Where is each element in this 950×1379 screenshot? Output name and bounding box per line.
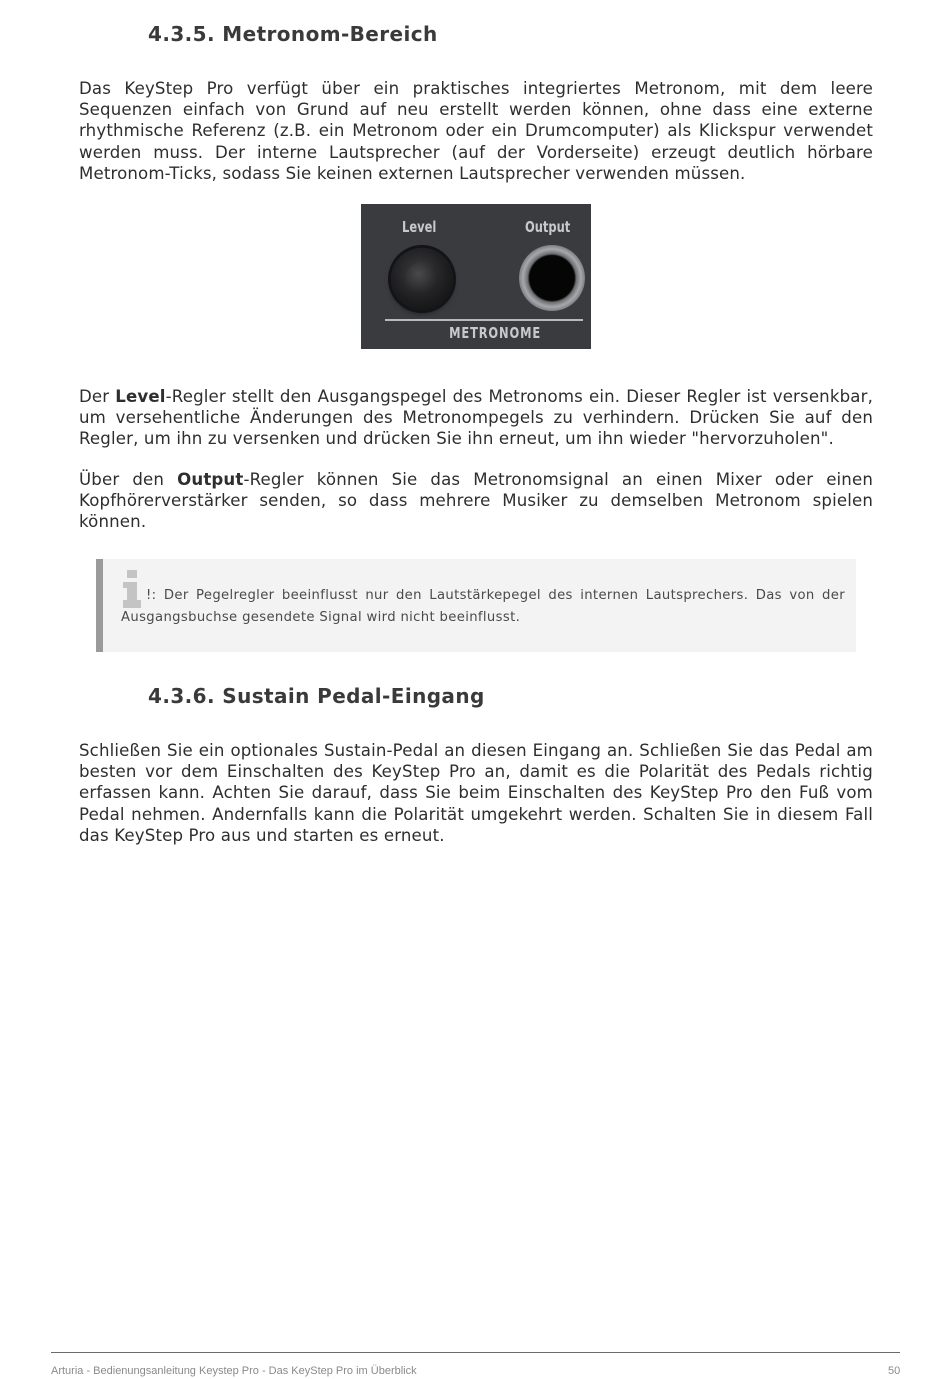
footer-divider xyxy=(51,1352,900,1353)
info-note-box xyxy=(96,559,856,652)
level-knob xyxy=(391,248,453,310)
level-label: Level xyxy=(402,218,437,236)
section-heading-metronome: 4.3.5. Metronom-Bereich xyxy=(148,22,438,46)
level-paragraph-post: -Regler stellt den Ausgangspegel des Metronoms ein. Dieser Regler ist versenkbar, um versehentliche Änderungen des Metronompegels zu verhindern. Drücken Sie auf den Regler, um ihn zu versenken und drücken Sie ihn erneut, um ihn wieder "hervorzuholen". xyxy=(79,387,874,449)
sustain-paragraph: Schließen Sie ein optionales Sustain-Pedal an diesen Eingang an. Schließen Sie das Pedal am besten vor dem Einschalten des KeyStep Pro an, damit es die Polarität des Pedals richtig erfassen kann. Achten Sie darauf, dass Sie beim Einschalten des KeyStep Pro den Fuß vom Pedal nehmen. Andernfalls kann die Polarität umgekehrt werden. Schalten Sie in diesem Fall das KeyStep Pro aus und starten es erneut. xyxy=(79,741,873,845)
output-label: Output xyxy=(524,218,571,236)
output-term: Output xyxy=(177,470,244,489)
metronome-section-label: METRONOME xyxy=(449,324,542,342)
output-paragraph xyxy=(79,469,873,533)
output-paragraph-pre: Über den xyxy=(79,470,178,489)
level-paragraph-pre: Der xyxy=(79,387,116,406)
metronome-intro-paragraph: Das KeyStep Pro verfügt über ein praktisches integriertes Metronom, mit dem leere Sequenzen einfach von Grund auf neu erstellt werden können, ohne dass eine externe rhythmische Referenz (z.B. ein Metronom oder ein Drumcomputer) als Klickspur verwendet werden muss. Der interne Lautsprecher (auf der Vorderseite) erzeugt deutlich hörbare Metronom-Ticks, sodass Sie keinen externen Lautsprecher verwenden müssen. xyxy=(79,79,873,183)
section-heading-sustain: 4.3.6. Sustain Pedal-Eingang xyxy=(148,684,485,708)
metronome-panel-image xyxy=(361,204,591,349)
level-term: Level xyxy=(115,387,166,406)
panel-divider xyxy=(385,319,583,321)
output-paragraph-post: -Regler können Sie das Metronomsignal an einen Mixer oder einen Kopfhörerverstärker senden, so dass mehrere Musiker zu demselben Metronom spielen können. xyxy=(79,470,874,532)
footer-text: Arturia - Bedienungsanleitung Keystep Pro - Das KeyStep Pro im Überblick xyxy=(51,1365,417,1377)
output-jack xyxy=(519,245,585,311)
info-note-text: !: Der Pegelregler beeinflusst nur den Lautstärkepegel des internen Lautsprechers. Das von der Ausgangsbuchse gesendete Signal wird nicht beeinflusst. xyxy=(121,588,845,625)
level-paragraph xyxy=(79,386,873,450)
page-number: 50 xyxy=(888,1365,901,1377)
